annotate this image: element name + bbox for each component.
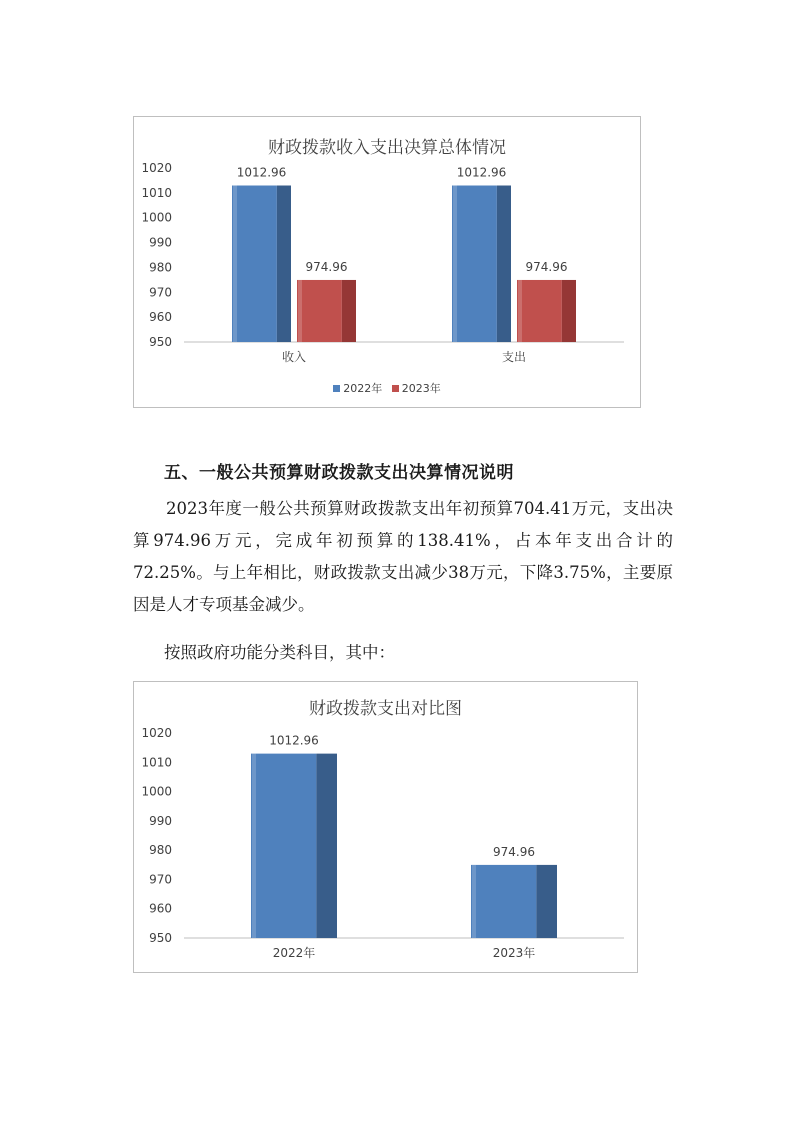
- comparison-ytick-label: 950: [149, 931, 172, 945]
- overall-ytick-label: 970: [149, 285, 172, 300]
- legend-label-2022: 2022年: [343, 382, 383, 395]
- overall-bar-highlight: [233, 185, 237, 342]
- comparison-category-label: 2022年: [272, 946, 316, 960]
- chart-overall-plot: [134, 117, 640, 407]
- overall-ytick-label: 1020: [141, 161, 172, 175]
- legend-item-2023: [392, 380, 441, 396]
- overall-category-label: 支出: [501, 350, 527, 364]
- comparison-data-label: 974.96: [493, 844, 535, 859]
- overall-bar-highlight: [453, 185, 457, 342]
- comparison-data-label: 1012.96: [269, 733, 319, 748]
- overall-bar-highlight: [518, 280, 522, 342]
- chart-comparison-plot: [134, 682, 637, 972]
- overall-data-label: 1012.96: [236, 165, 287, 180]
- overall-bar-front: [232, 185, 277, 342]
- legend-label-2023: 2023年: [401, 382, 441, 395]
- overall-bar-side: [277, 185, 291, 342]
- overall-ytick-label: 980: [149, 260, 172, 275]
- comparison-ytick-label: 980: [149, 843, 172, 858]
- chart-comparison: [133, 681, 638, 973]
- legend-swatch-2022: [333, 385, 340, 392]
- overall-bar-front: [452, 185, 497, 342]
- comparison-bar-side: [536, 865, 557, 938]
- overall-bar-front: [517, 280, 562, 342]
- comparison-bar-highlight: [252, 754, 256, 938]
- overall-data-label: 974.96: [525, 259, 568, 274]
- overall-ytick-label: 950: [149, 335, 172, 349]
- overall-category-label: 收入: [281, 350, 307, 364]
- comparison-bar-front: [251, 754, 316, 938]
- comparison-bar-front: [471, 865, 536, 938]
- paragraph-intro: 按照政府功能分类科目，其中：: [164, 643, 395, 662]
- section-heading: 五、一般公共预算财政拨款支出决算情况说明: [164, 463, 514, 483]
- paragraph-summary: 2023年度一般公共预算财政拨款支出年初预算704.41万元，支出决算974.96万元，完成年初预算的138.41%，占本年支出合计的72.25%。与上年相比，财政拨款支出减少38万元，下降3.75%，主要原因是人才专项基金减少。: [133, 499, 673, 614]
- overall-ytick-label: 960: [149, 310, 172, 325]
- comparison-category-label: 2023年: [492, 946, 536, 960]
- overall-bar-side: [562, 280, 576, 342]
- comparison-ytick-label: 1000: [141, 784, 172, 799]
- chart-overall: [133, 116, 641, 408]
- overall-ytick-label: 1010: [141, 185, 172, 200]
- overall-bar-highlight: [298, 280, 302, 342]
- overall-ytick-label: 1000: [141, 210, 172, 225]
- comparison-ytick-label: 990: [149, 813, 172, 828]
- overall-ytick-label: 990: [149, 235, 172, 250]
- legend-item-2022: [333, 380, 382, 396]
- chart-overall-title: 财政拨款收入支出决算总体情况: [268, 138, 506, 158]
- overall-bar-front: [297, 280, 342, 342]
- overall-bar-side: [342, 280, 356, 342]
- overall-data-label: 974.96: [305, 259, 348, 274]
- overall-bar-side: [497, 185, 511, 342]
- legend-swatch-2023: [392, 385, 399, 392]
- comparison-ytick-label: 1010: [141, 755, 172, 770]
- chart-overall-legend: [134, 380, 640, 396]
- comparison-bar-highlight: [472, 865, 476, 938]
- comparison-bar-side: [316, 754, 337, 938]
- overall-data-label: 1012.96: [456, 165, 507, 180]
- comparison-ytick-label: 970: [149, 872, 172, 887]
- comparison-ytick-label: 1020: [141, 726, 172, 740]
- chart-comparison-title: 财政拨款支出对比图: [309, 699, 462, 719]
- comparison-ytick-label: 960: [149, 901, 172, 916]
